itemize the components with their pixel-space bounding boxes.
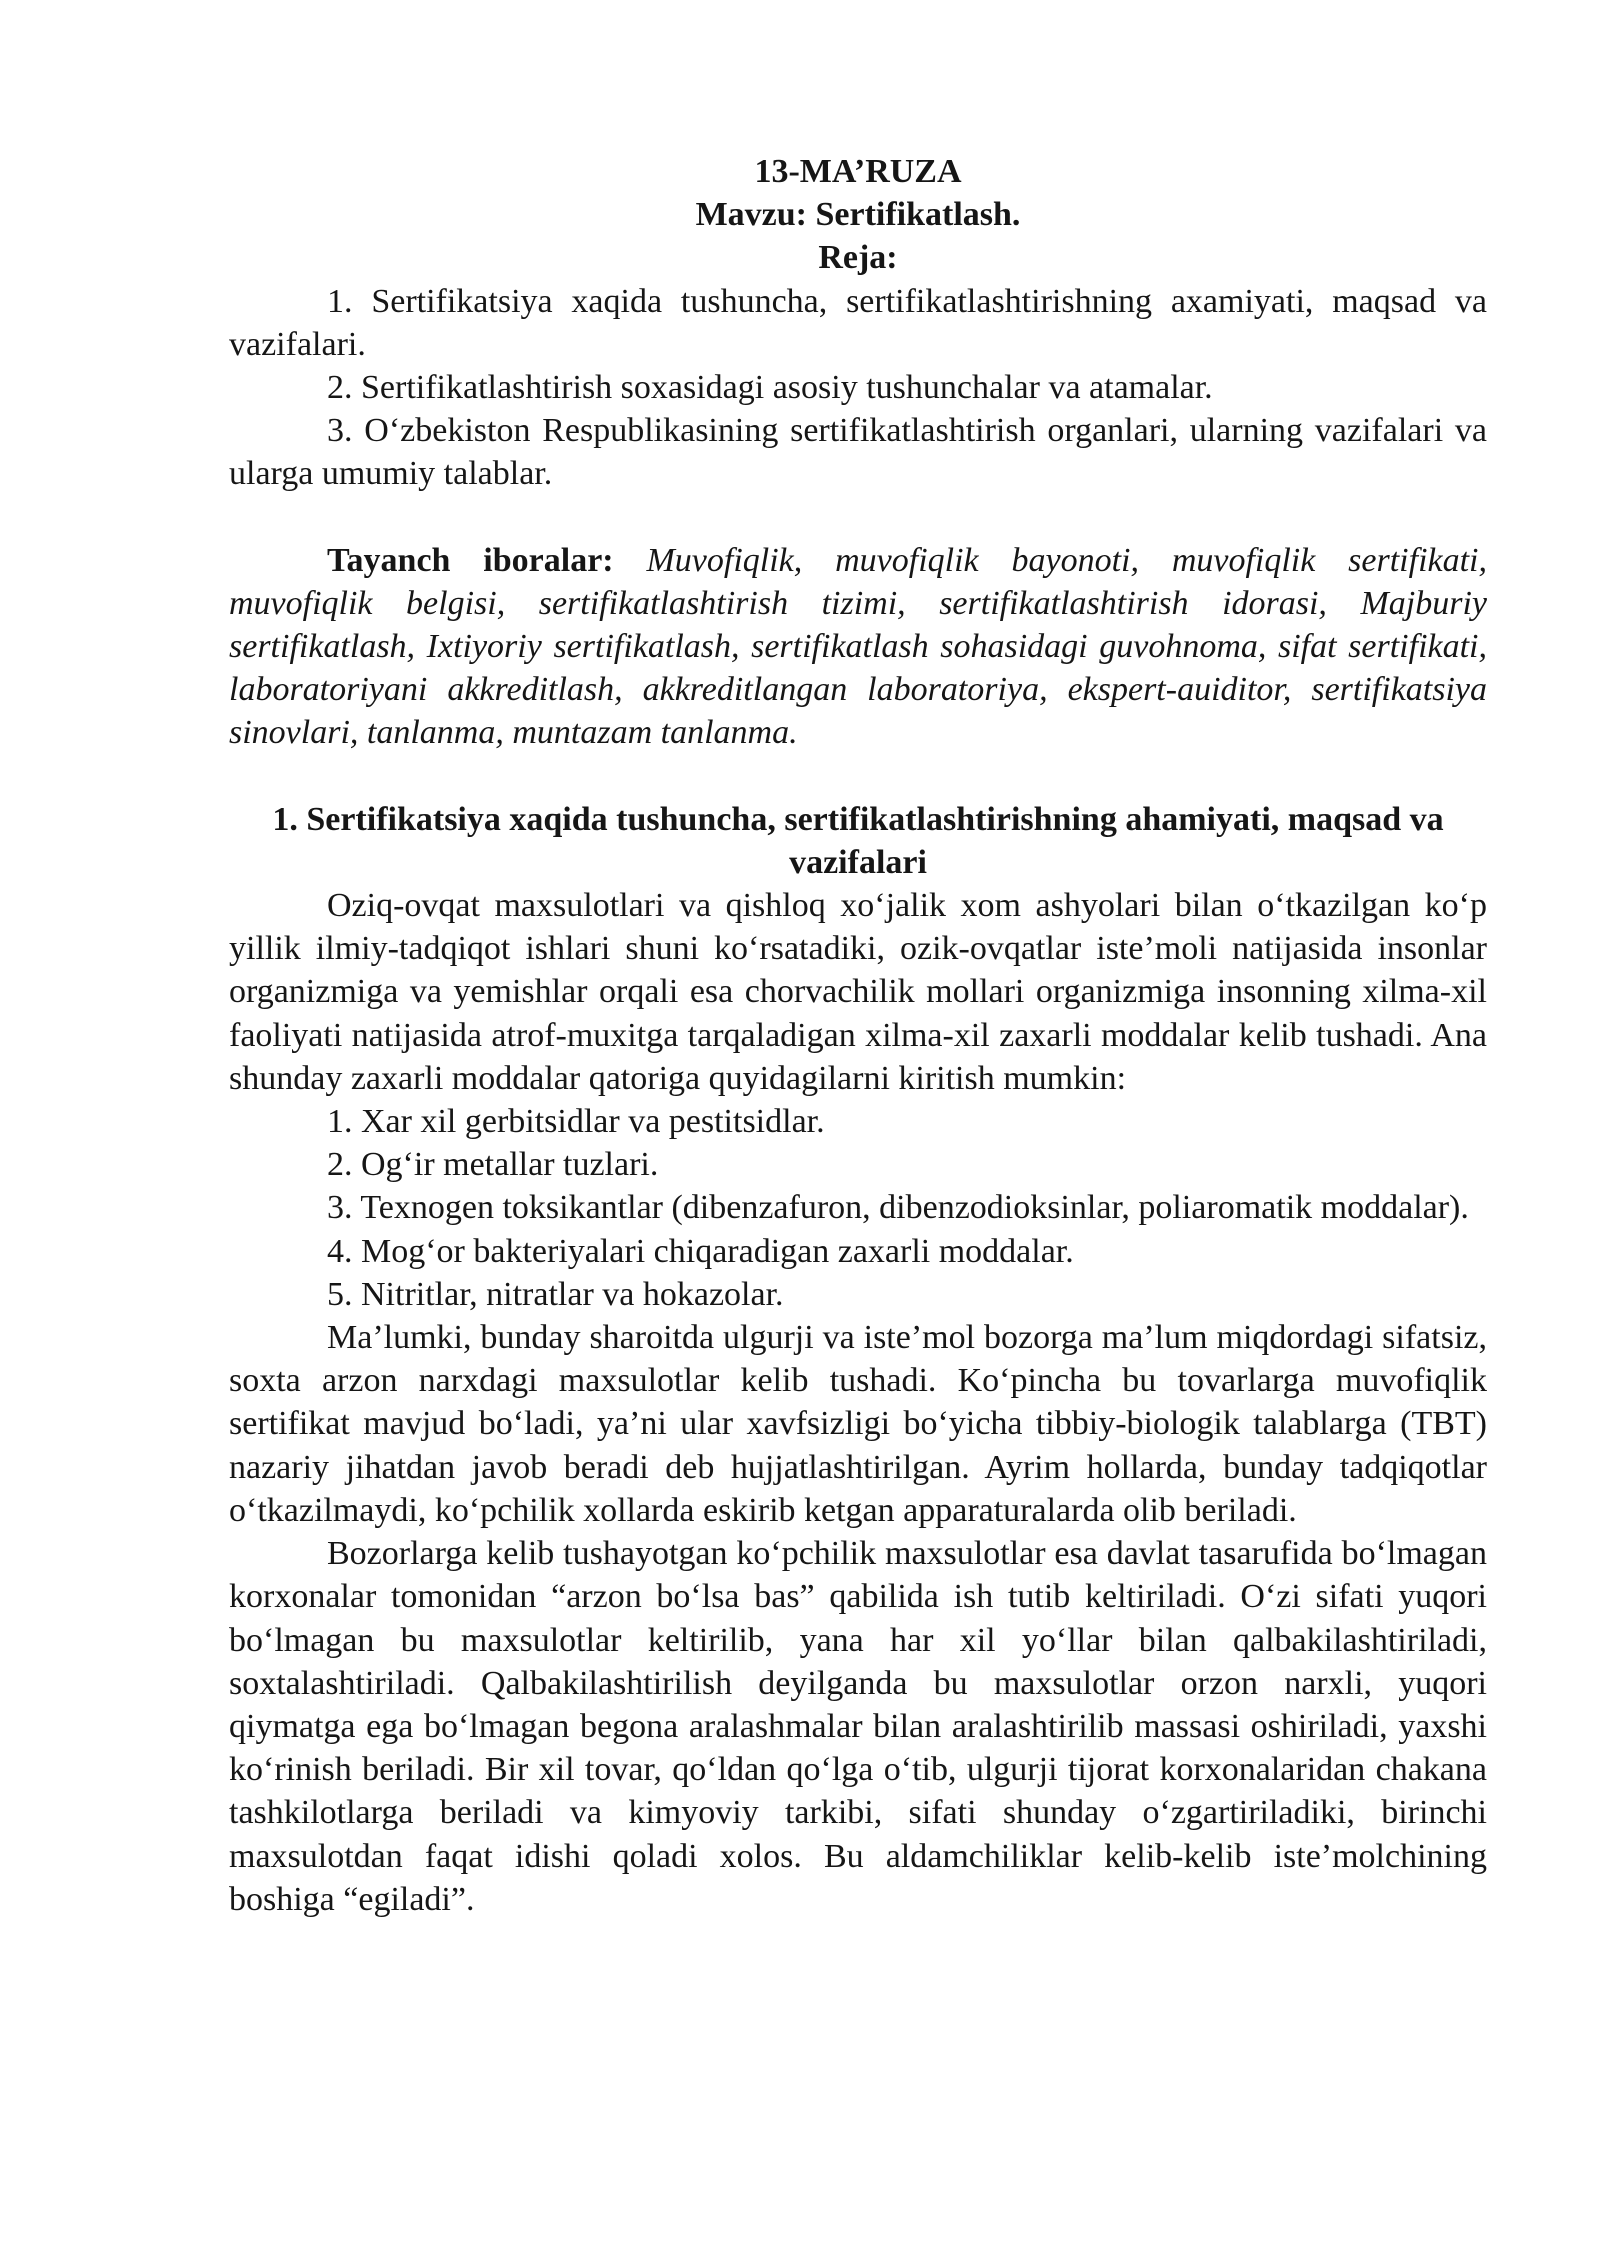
keywords-paragraph [229,539,1487,755]
plan-title: Reja: [818,239,898,277]
lecture-topic: Mavzu: Sertifikatlash. [695,196,1021,234]
list-item: 2. Og‘ir metallar tuzlari. [327,1146,659,1184]
document-page [229,150,1487,1921]
section-heading: 1. Sertifikatsiya xaqida tushuncha, sertifikatlashtirishning ahamiyati, maqsad va vazifalari [272,800,1444,881]
list-item: 3. Texnogen toksikantlar (dibenzafuron, dibenzodioksinlar, poliaromatik moddalar). [327,1189,1469,1227]
keywords-text: Muvofiqlik, muvofiqlik bayonoti, muvofiqlik sertifikati, muvofiqlik belgisi, sertifikatlashtirish tizimi, sertifikatlashtirish idorasi, Majburiy sertifikatlash, Ixtiyoriy sertifikatlash, sertifikatlash sohasidagi guvohnoma, sifat sertifikati, laboratoriyani akkreditlash, akkreditlangan laboratoriya, ekspert-auiditor, sertifikatsiya sinovlari, tanlanma, muntazam tanlanma. [229,541,1488,752]
plan-item: 3. O‘zbekiston Respublikasining sertifikatlashtirish organlari, ularning vazifalari va ularga umumiy talablar. [229,412,1487,493]
keywords-label: Tayanch iboralar: [327,541,614,579]
lecture-number: 13-MA’RUZA [754,153,962,190]
spacer [229,496,1487,539]
plan-item: 2. Sertifikatlashtirish soxasidagi asosiy tushunchalar va atamalar. [327,369,1213,407]
body-paragraph: Ma’lumki, bunday sharoitda ulgurji va iste’mol bozorga ma’lum miqdordagi sifatsiz, soxta arzon narxdagi maxsulotlar kelib tushadi. Ko‘pincha bu tovarlarga muvofiqlik sertifikat mavjud bo‘ladi, ya’ni ular xavfsizligi bo‘yicha tibbiy-biologik talablarga (TBT) nazariy jihatdan javob beradi deb hujjatlashtirilgan. Ayrim hollarda, bunday tadqiqotlar o‘tkazilmaydi, ko‘pchilik xollarda eskirib ketgan apparaturalarda olib beriladi. [229,1319,1487,1529]
plan-item: 1. Sertifikatsiya xaqida tushuncha, sertifikatlashtirishning axamiyati, maqsad va vazifalari. [229,282,1487,363]
spacer [229,755,1487,798]
list-item: 4. Mog‘or bakteriyalari chiqaradigan zaxarli moddalar. [327,1232,1074,1270]
body-paragraph: Oziq-ovqat maxsulotlari va qishloq xo‘jalik xom ashyolari bilan o‘tkazilgan ko‘p yillik ilmiy-tadqiqot ishlari shuni ko‘rsatadiki, ozik-ovqatlar iste’moli natijasida insonlar organizmiga va yemishlar orqali esa chorvachilik mollari organizmiga insonning xilma-xil faoliyati natijasida atrof-muxitga tarqaladigan xilma-xil zaxarli moddalar kelib tushadi. Ana shunday zaxarli moddalar qatoriga quyidagilarni kiritish mumkin: [229,887,1487,1097]
list-item: 5. Nitritlar, nitratlar va hokazolar. [327,1275,784,1313]
list-item: 1. Xar xil gerbitsidlar va pestitsidlar. [327,1103,825,1141]
body-paragraph: Bozorlarga kelib tushayotgan ko‘pchilik maxsulotlar esa davlat tasarufida bo‘lmagan korxonalar tomonidan “arzon bo‘lsa bas” qabilida ish tutib keltiriladi. O‘zi sifati yuqori bo‘lmagan bu maxsulotlar keltirilib, yana har xil yo‘llar bilan qalbakilashtiriladi, soxtalashtiriladi. Qalbakilashtirilish deyilganda bu maxsulotlar orzon narxli, yuqori qiymatga ega bo‘lmagan begona aralashmalar bilan aralashtirilib massasi oshiriladi, yaxshi ko‘rinish beriladi. Bir xil tovar, qo‘ldan qo‘lga o‘tib, ulgurji tijorat korxonalaridan chakana tashkilotlarga beriladi va kimyoviy tarkibi, sifati shunday o‘zgartiriladiki, birinchi maxsulotdan faqat idishi qoladi xolos. Bu aldamchiliklar kelib-kelib iste’molchining boshiga “egiladi”. [229,1535,1487,1918]
